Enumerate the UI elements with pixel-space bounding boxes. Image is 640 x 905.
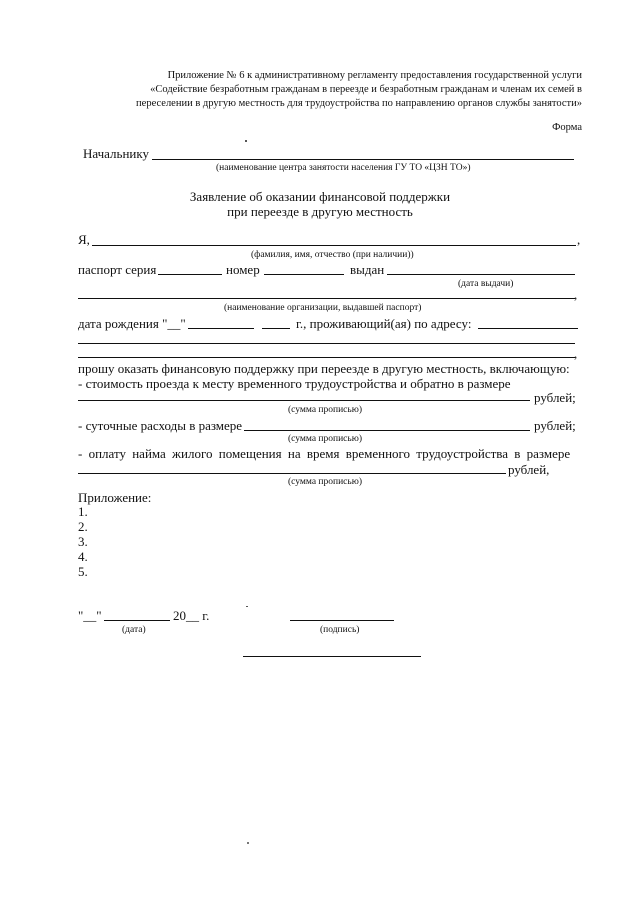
attachments-label: Приложение:: [78, 490, 152, 505]
header-line-2: «Содействие безработным гражданам в переезде и безработным гражданам и членам их семей в: [150, 84, 582, 95]
fio-field[interactable]: [92, 245, 576, 246]
ya-label: Я,: [78, 232, 90, 247]
fio-caption: (фамилия, имя, отчество (при наличии)): [251, 250, 414, 260]
addressee-field[interactable]: [152, 159, 574, 160]
bottom-divider: [243, 656, 421, 657]
rubles-label-2: рублей;: [534, 418, 576, 433]
address-label: г., проживающий(ая) по адресу:: [296, 316, 472, 331]
addressee-label: Начальнику: [83, 146, 150, 161]
travel-sum-field[interactable]: [78, 400, 530, 401]
signature-field[interactable]: [290, 620, 394, 621]
issuer-org-caption: (наименование организации, выдавшей паспорт): [224, 303, 422, 313]
attachment-item: 4.: [78, 549, 88, 564]
comma: ,: [577, 232, 581, 247]
scan-speck: [245, 140, 247, 142]
scan-speck: [246, 606, 248, 607]
header-line-1: Приложение № 6 к административному регламенту предоставления государственной услуги: [167, 70, 582, 81]
attachment-item: 5.: [78, 564, 88, 579]
form-label: Форма: [552, 122, 582, 133]
request-item-3: - оплату найма жилого помещения на время временного трудоустройства в размере: [78, 446, 571, 461]
date-caption: (дата): [122, 625, 146, 635]
scan-speck: [247, 842, 249, 844]
signature-caption: (подпись): [320, 625, 360, 635]
housing-sum-field[interactable]: [78, 473, 506, 474]
issuer-org-field[interactable]: [78, 298, 575, 299]
address-field-1[interactable]: [478, 328, 578, 329]
sum-caption-3: (сумма прописью): [288, 477, 362, 487]
rubles-label-1: рублей;: [534, 390, 576, 405]
sign-year: 20__ г.: [173, 608, 210, 623]
header-line-3: переселении в другую местность для трудоустройства по направлению органов службы занятости»: [136, 98, 582, 109]
passport-number-label: номер: [226, 262, 260, 277]
sign-month-field[interactable]: [104, 620, 170, 621]
passport-number-field[interactable]: [264, 274, 344, 275]
rubles-label-3: рублей,: [508, 462, 550, 477]
title-line-1: Заявление об оказании финансовой поддержки: [189, 189, 451, 204]
sum-caption-1: (сумма прописью): [288, 405, 362, 415]
comma: ,: [574, 346, 578, 361]
request-item-2: - суточные расходы в размере: [78, 418, 243, 433]
issued-label: выдан: [350, 262, 385, 277]
daily-sum-field[interactable]: [244, 430, 530, 431]
attachment-item: 2.: [78, 519, 88, 534]
issue-date-caption: (дата выдачи): [458, 279, 514, 289]
request-item-1: - стоимость проезда к месту временного трудоустройства и обратно в размере: [78, 376, 511, 391]
title-line-2: при переезде в другую местность: [227, 204, 413, 219]
passport-series-field[interactable]: [158, 274, 222, 275]
birth-date-label: дата рождения "__": [78, 316, 186, 331]
address-field-2[interactable]: [78, 343, 575, 344]
request-intro: прошу оказать финансовую поддержку при переезде в другую местность, включающую:: [78, 361, 570, 376]
issue-date-field[interactable]: [387, 274, 575, 275]
sum-caption-2: (сумма прописью): [288, 434, 362, 444]
addressee-caption: (наименование центра занятости населения ГУ ТО «ЦЗН ТО»): [216, 163, 471, 173]
attachment-item: 3.: [78, 534, 88, 549]
attachment-item: 1.: [78, 504, 88, 519]
comma: ,: [574, 287, 578, 302]
address-field-3[interactable]: [78, 357, 575, 358]
sign-date-prefix: "__": [78, 608, 102, 623]
birth-year-field[interactable]: [262, 328, 290, 329]
birth-month-field[interactable]: [188, 328, 254, 329]
passport-series-label: паспорт серия: [78, 262, 157, 277]
